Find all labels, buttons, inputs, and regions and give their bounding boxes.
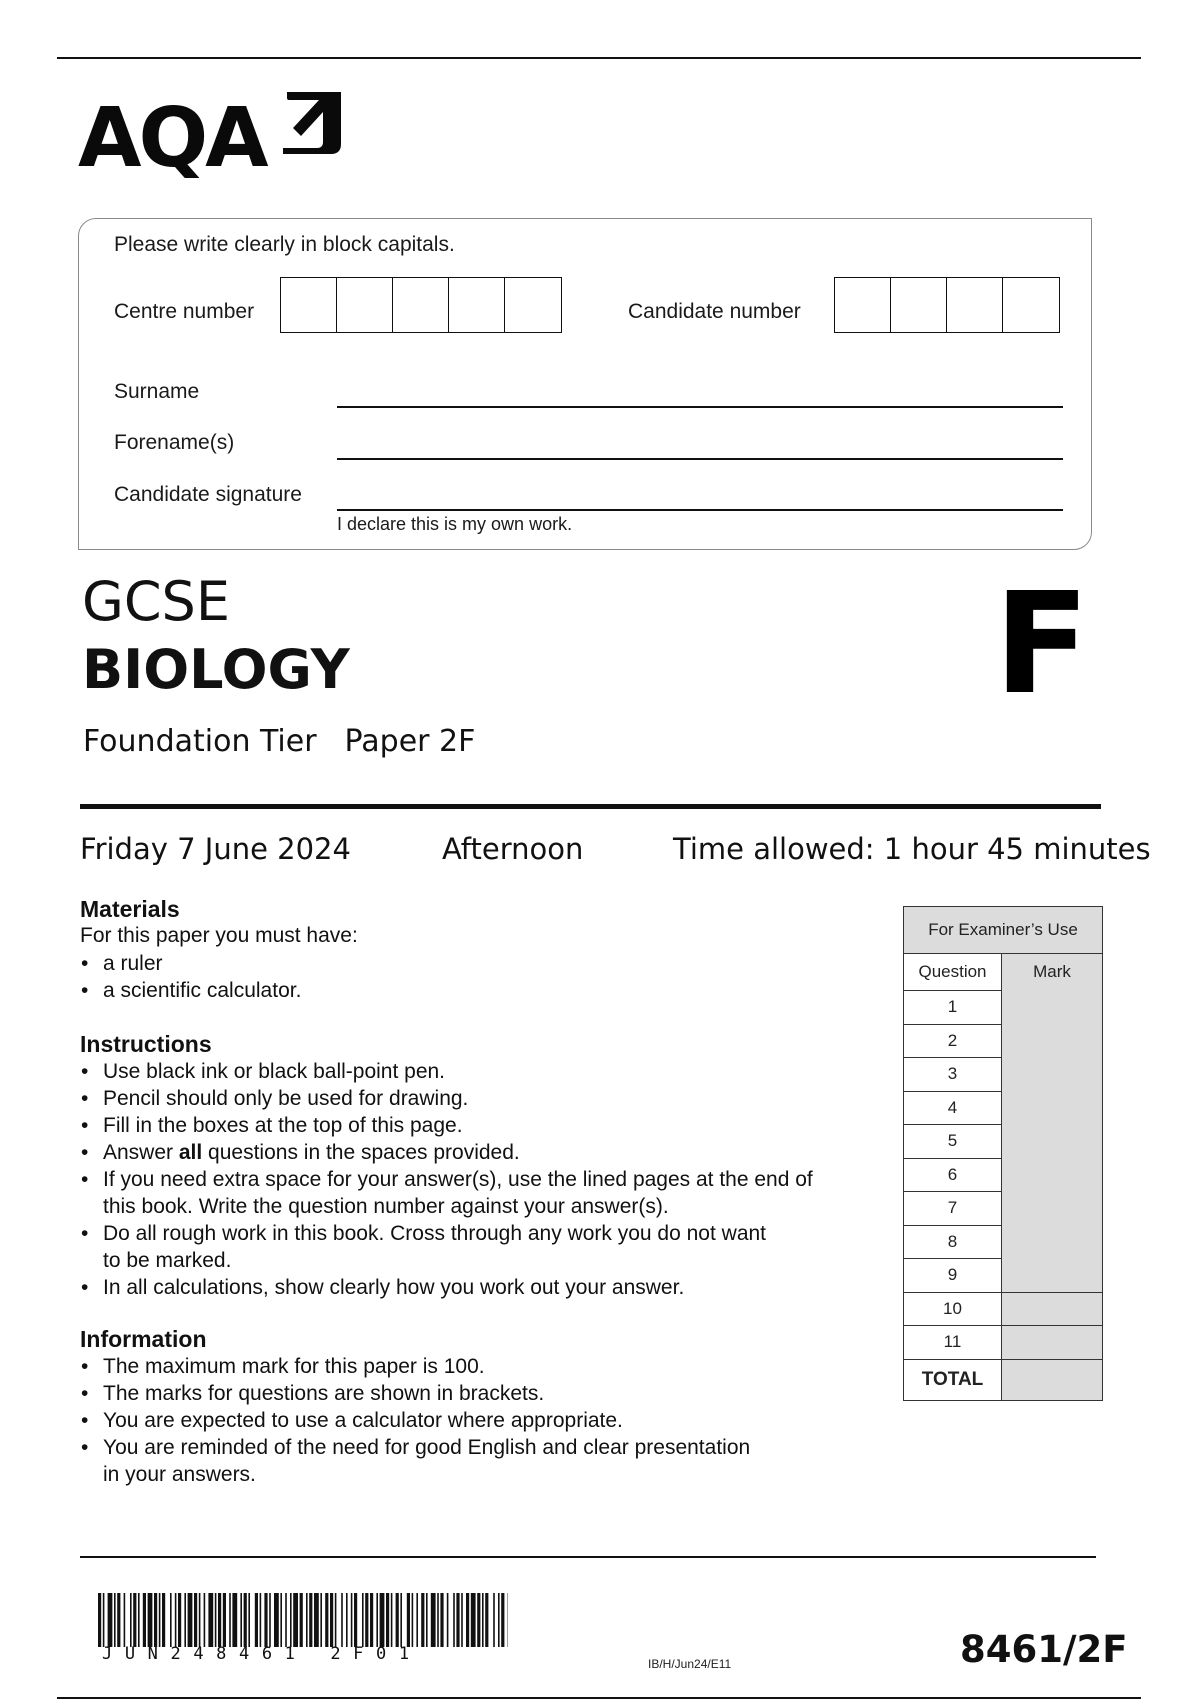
barcode-bar — [380, 1593, 385, 1647]
centre-number-boxes[interactable] — [280, 277, 562, 333]
surname-label: Surname — [114, 380, 200, 403]
barcode-bar — [341, 1593, 343, 1647]
barcode-bar — [269, 1593, 271, 1647]
barcode-bar — [501, 1593, 504, 1647]
barcode-bar — [264, 1593, 267, 1647]
barcode-bar — [218, 1593, 221, 1647]
question-number: 1 — [904, 991, 1002, 1025]
answer-all-prefix: Answer — [103, 1141, 179, 1164]
barcode-bar — [346, 1593, 348, 1647]
list-item — [80, 1434, 750, 1488]
paper-label: Paper 2F — [344, 724, 476, 759]
barcode-bar — [471, 1593, 476, 1647]
centre-number-digit[interactable] — [449, 278, 505, 332]
barcode-bar — [351, 1593, 353, 1647]
barcode-bar — [485, 1593, 488, 1647]
barcode-bar — [320, 1593, 322, 1647]
barcode-icon — [98, 1593, 508, 1647]
signature-label: Candidate signature — [114, 483, 302, 506]
barcode-bar — [412, 1593, 414, 1647]
list-item: • Fill in the boxes at the top of this page. — [80, 1112, 813, 1139]
barcode-bar — [426, 1593, 428, 1647]
time-allowed: Time allowed: 1 hour 45 minutes — [673, 832, 1151, 866]
paper-code: 8461/2F — [960, 1628, 1128, 1671]
barcode-bar — [477, 1593, 480, 1647]
barcode-bar — [391, 1593, 393, 1647]
centre-number-digit[interactable] — [393, 278, 449, 332]
candidate-number-digit[interactable] — [835, 278, 891, 332]
rough-work-line1: Do all rough work in this book. Cross through any work you do not want — [103, 1222, 767, 1245]
presentation-line2: in your answers. — [103, 1463, 256, 1486]
list-item: • You are expected to use a calculator where appropriate. — [80, 1407, 750, 1434]
barcode-bar — [98, 1593, 101, 1647]
centre-number-label: Centre number — [114, 300, 255, 323]
question-number: 10 — [904, 1292, 1002, 1326]
qualification-title: GCSE — [82, 570, 230, 633]
tier-letter: F — [994, 563, 1090, 726]
materials-intro: For this paper you must have: — [80, 924, 358, 947]
list-item: • a ruler — [80, 950, 301, 977]
barcode-bar — [184, 1593, 186, 1647]
candidate-number-digit[interactable] — [891, 278, 947, 332]
question-number: 5 — [904, 1125, 1002, 1159]
barcode-bar — [108, 1593, 113, 1647]
question-number: 11 — [904, 1326, 1002, 1360]
barcode-bar — [400, 1593, 402, 1647]
instructions-heading: Instructions — [80, 1031, 212, 1057]
barcode-bar — [440, 1593, 443, 1647]
answer-all-bold: all — [178, 1141, 203, 1164]
barcode-bar — [138, 1593, 140, 1647]
materials-list — [80, 950, 301, 1004]
barcode-bar — [456, 1593, 459, 1647]
barcode-bar — [148, 1593, 153, 1647]
footer-rule — [80, 1556, 1096, 1558]
barcode-bar — [143, 1593, 146, 1647]
top-rule — [57, 57, 1141, 59]
barcode-bar — [159, 1593, 161, 1647]
barcode-bar — [421, 1593, 424, 1647]
forename-label: Forename(s) — [114, 431, 235, 454]
barcode-bar — [170, 1593, 172, 1647]
barcode-bar — [199, 1593, 201, 1647]
barcode-bar — [300, 1593, 303, 1647]
barcode-bar — [290, 1593, 292, 1647]
barcode-bar — [117, 1593, 120, 1647]
barcode-bar — [314, 1593, 319, 1647]
barcode-bar — [175, 1593, 177, 1647]
mark-cell-grouped — [1002, 991, 1103, 1293]
barcode-bar — [325, 1593, 328, 1647]
barcode-bar — [437, 1593, 439, 1647]
question-number: 6 — [904, 1158, 1002, 1192]
print-reference: IB/H/Jun24/E11 — [648, 1657, 732, 1671]
information-heading: Information — [80, 1326, 207, 1352]
tier-label: Foundation Tier — [83, 724, 317, 759]
barcode-bar — [447, 1593, 449, 1647]
aqa-logo-mark-icon — [283, 92, 341, 154]
answer-all-rest: questions in the spaces provided. — [202, 1141, 520, 1164]
barcode-bar — [354, 1593, 357, 1647]
centre-number-digit[interactable] — [337, 278, 393, 332]
candidate-number-boxes[interactable] — [834, 277, 1060, 333]
exam-session: Afternoon — [442, 832, 584, 866]
candidate-number-label: Candidate number — [628, 300, 801, 323]
barcode-bar — [103, 1593, 105, 1647]
barcode-bar — [204, 1593, 206, 1647]
forename-line[interactable] — [337, 458, 1063, 460]
mark-cell — [1002, 1292, 1103, 1326]
barcode-bar — [215, 1593, 217, 1647]
question-number: 9 — [904, 1259, 1002, 1293]
examiner-use-table — [903, 906, 1103, 1401]
barcode-bar — [466, 1593, 469, 1647]
barcode-bar — [416, 1593, 418, 1647]
barcode-bar — [431, 1593, 436, 1647]
barcode-bar — [244, 1593, 247, 1647]
barcode-bar — [386, 1593, 389, 1647]
list-item: • In all calculations, show clearly how you work out your answer. — [80, 1274, 813, 1301]
question-number: 4 — [904, 1091, 1002, 1125]
barcode-bar — [240, 1593, 242, 1647]
materials-heading: Materials — [80, 896, 180, 922]
barcode-bar — [493, 1593, 495, 1647]
list-item — [80, 1220, 813, 1274]
barcode-bar — [154, 1593, 157, 1647]
list-item: • Use black ink or black ball-point pen. — [80, 1058, 813, 1085]
barcode-bar — [178, 1593, 181, 1647]
barcode-bar — [453, 1593, 455, 1647]
question-number: 7 — [904, 1192, 1002, 1226]
barcode-bar — [396, 1593, 399, 1647]
barcode-bar — [293, 1593, 298, 1647]
extra-space-line2: this book. Write the question number against your answer(s). — [103, 1195, 669, 1218]
total-mark-cell — [1002, 1359, 1103, 1400]
barcode-bar — [309, 1593, 312, 1647]
barcode-bar — [482, 1593, 484, 1647]
list-item: • The maximum mark for this paper is 100. — [80, 1353, 750, 1380]
exam-date: Friday 7 June 2024 — [80, 832, 351, 866]
tier-paper-line — [83, 724, 475, 759]
barcode-digits: JUN248461 2F01 — [102, 1644, 422, 1664]
barcode-bar — [285, 1593, 287, 1647]
title-rule — [80, 804, 1101, 809]
barcode-bar — [114, 1593, 116, 1647]
barcode-bar — [223, 1593, 226, 1647]
barcode-bar — [280, 1593, 282, 1647]
information-list — [80, 1353, 750, 1488]
presentation-line1: You are reminded of the need for good English and clear presentation — [103, 1436, 751, 1459]
list-item: • Pencil should only be used for drawing. — [80, 1085, 813, 1112]
rough-work-line2: to be marked. — [103, 1249, 232, 1272]
barcode-bar — [208, 1593, 213, 1647]
list-item — [80, 1139, 813, 1166]
barcode-bar — [229, 1593, 231, 1647]
candidate-number-digit[interactable] — [1003, 278, 1059, 332]
barcode-bar — [330, 1593, 333, 1647]
barcode-bar — [232, 1593, 237, 1647]
surname-line[interactable] — [337, 406, 1063, 408]
declaration-text: I declare this is my own work. — [337, 514, 573, 534]
barcode-bar — [306, 1593, 308, 1647]
barcode-bar — [461, 1593, 463, 1647]
instructions-list — [80, 1058, 813, 1301]
barcode-bar — [133, 1593, 136, 1647]
candidate-number-digit[interactable] — [947, 278, 1003, 332]
mark-cell — [1002, 1326, 1103, 1360]
examiner-table-heading: For Examiner’s Use — [904, 907, 1103, 954]
barcode-bar — [370, 1593, 373, 1647]
barcode-bar — [188, 1593, 193, 1647]
block-capitals-instruction: Please write clearly in block capitals. — [114, 233, 455, 256]
barcode-bar — [274, 1593, 279, 1647]
barcode-bar — [162, 1593, 165, 1647]
barcode-bar — [255, 1593, 258, 1647]
question-number: 8 — [904, 1225, 1002, 1259]
subject-title: BIOLOGY — [82, 638, 350, 701]
total-label: TOTAL — [904, 1359, 1002, 1400]
list-item: • The marks for questions are shown in brackets. — [80, 1380, 750, 1407]
barcode-bar — [376, 1593, 378, 1647]
list-item — [80, 1166, 813, 1220]
barcode-bar — [248, 1593, 250, 1647]
barcode-bar — [365, 1593, 368, 1647]
barcode-bar — [335, 1593, 337, 1647]
question-number: 2 — [904, 1024, 1002, 1058]
barcode-bar — [124, 1593, 126, 1647]
barcode-bar — [407, 1593, 410, 1647]
bottom-rule — [57, 1697, 1141, 1699]
aqa-logo-text: AQA — [78, 91, 266, 186]
extra-space-line1: If you need extra space for your answer(s), use the lined pages at the end of — [103, 1168, 813, 1191]
question-column-header: Question — [904, 954, 1002, 991]
list-item: • a scientific calculator. — [80, 977, 301, 1004]
barcode-bar — [362, 1593, 364, 1647]
signature-line[interactable] — [337, 509, 1063, 511]
barcode-bar — [260, 1593, 262, 1647]
centre-number-digit[interactable] — [281, 278, 337, 332]
question-number: 3 — [904, 1058, 1002, 1092]
mark-column-header: Mark — [1002, 954, 1103, 991]
barcode-bar — [194, 1593, 197, 1647]
barcode-bar — [498, 1593, 500, 1647]
centre-number-digit[interactable] — [505, 278, 561, 332]
barcode-bar — [130, 1593, 132, 1647]
